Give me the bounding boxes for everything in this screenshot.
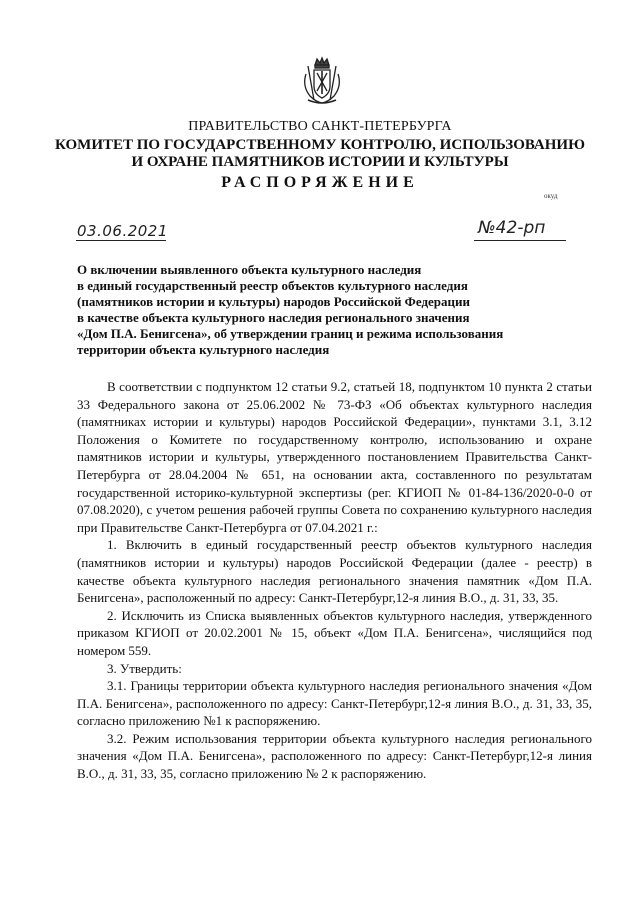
subject-line: О включении выявленного объекта культурного наследия <box>77 262 422 277</box>
document-number: №42-рп <box>478 218 546 238</box>
item-3: 3. Утвердить: <box>107 660 182 676</box>
item-3-1: 3.1. Границы территории объекта культурного наследия регионального значения «Дом П.А. Бенигсена», расположенного по адресу: Санкт-Петербург,12-я линия В.О., д. 31, 33, 35, согласно приложению №1 к распоряжению. <box>77 678 592 729</box>
document-subject <box>77 262 547 358</box>
item-1: 1. Включить в единый государственный реестр объектов культурного наследия (памятников истории и культуры) народов Российской Федерации (далее - реестр) в качестве объекта культурного наследия регионального значения памятник «Дом П.А. Бенигсена», расположенный по адресу: Санкт-Петербург,12-я линия В.О., д. 31, 33, 35. <box>77 537 592 606</box>
subject-line: территории объекта культурного наследия <box>77 342 330 357</box>
intro-paragraph: В соответствии с подпунктом 12 статьи 9.2, статьей 18, подпунктом 10 пункта 2 статьи 33 Федерального закона от 25.06.2002 № 73-ФЗ «Об объектах культурного наследия (памятниках истории и культуры) народов Российской Федерации», пунктами 3.1, 3.12 Положения о Комитете по государственному контролю, использованию и охране памятников истории и культуры, утвержденного постановлением Правительства Санкт-Петербурга от 28.04.2004 № 651, на основании акта, составленного по результатам государственной историко-культурной экспертизы (рег. КГИОП № 01-84-136/2020-0-0 от 07.08.2020), с учетом решения рабочей группы Совета по сохранению культурного наследия при Правительстве Санкт-Петербурга от 07.04.2021 г.: <box>77 379 592 535</box>
document-body <box>77 378 592 783</box>
document-date: 03.06.2021 <box>77 222 168 240</box>
item-2: 2. Исключить из Списка выявленных объектов культурного наследия, утвержденного приказом КГИОП от 20.02.2001 № 15, объект «Дом П.А. Бенигсена», числящийся под номером 559. <box>77 607 592 658</box>
subject-line: (памятников истории и культуры) народов Российской Федерации <box>77 294 470 309</box>
document-type: РАСПОРЯЖЕНИЕ <box>221 174 419 191</box>
committee-title-line: КОМИТЕТ ПО ГОСУДАРСТВЕННОМУ КОНТРОЛЮ, ИСПОЛЬЗОВАНИЮ <box>55 137 585 153</box>
government-title: ПРАВИТЕЛЬСТВО САНКТ-ПЕТЕРБУРГА <box>188 119 452 134</box>
coat-of-arms-icon <box>298 56 346 106</box>
subject-line: «Дом П.А. Бенигсена», об утверждении границ и режима использования <box>77 326 504 341</box>
subject-line: в единый государственный реестр объектов культурного наследия <box>77 278 468 293</box>
item-3-2: 3.2. Режим использования территории объекта культурного наследия регионального значения «Дом П.А. Бенигсена», расположенного по адресу: Санкт-Петербург,12-я линия В.О., д. 31, 33, 35, согласно приложению № 2 к распоряжению. <box>77 730 592 782</box>
number-underline <box>474 240 566 241</box>
committee-title <box>0 137 640 171</box>
subject-line: в качестве объекта культурного наследия регионального значения <box>77 310 470 325</box>
okud-label: окуд <box>544 192 558 200</box>
date-underline <box>76 240 166 241</box>
committee-title-line: И ОХРАНЕ ПАМЯТНИКОВ ИСТОРИИ И КУЛЬТУРЫ <box>131 154 509 170</box>
